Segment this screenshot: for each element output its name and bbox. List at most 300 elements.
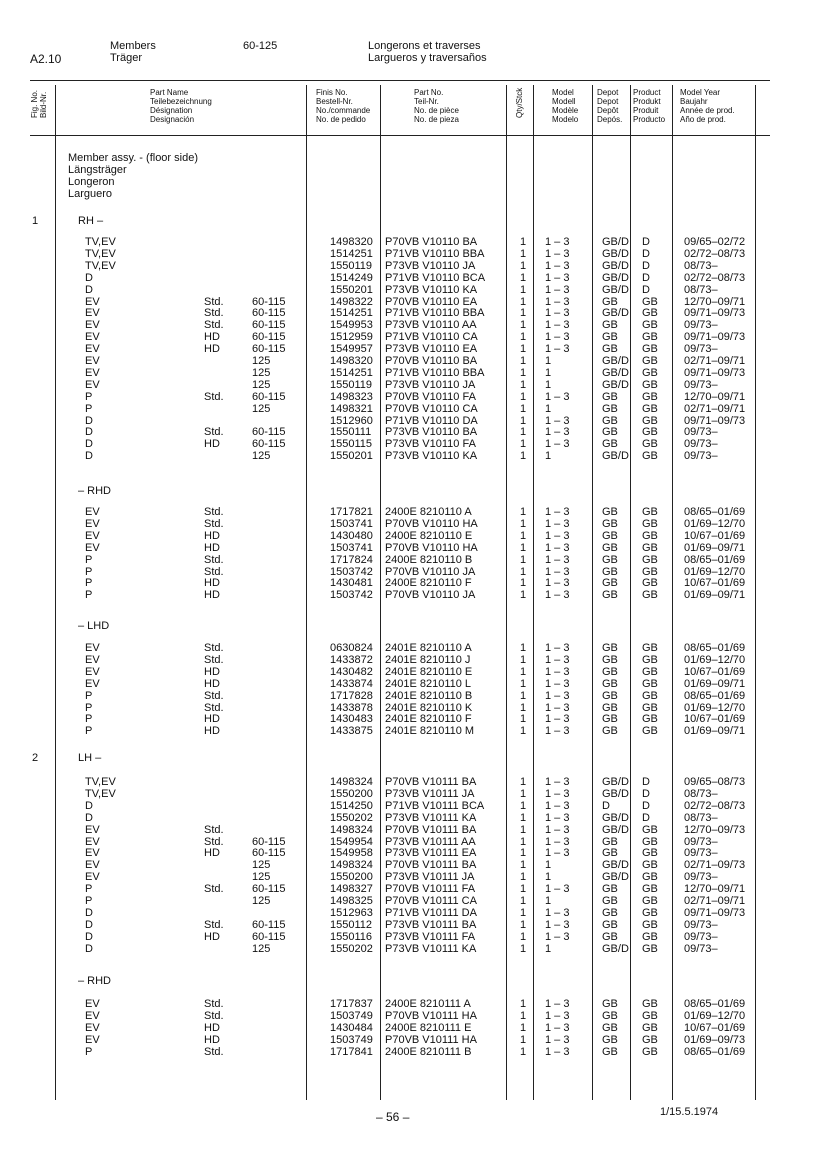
row-part-no: P70VB V10110 HA xyxy=(385,541,478,554)
row-model-range: 1 – 3 xyxy=(545,541,570,554)
row-model: P xyxy=(85,390,93,403)
table-row xyxy=(0,260,822,272)
row-model-year: 09/73– xyxy=(684,918,718,931)
row-model-range: 1 xyxy=(545,355,552,367)
row-product: GB xyxy=(642,677,658,690)
table-row xyxy=(0,690,822,702)
row-product: GB xyxy=(642,506,658,518)
col-model: Model Modell Modèle Modelo xyxy=(552,88,579,124)
assembly-title: Member assy. - (floor side) Längsträger Longeron Larguero xyxy=(68,152,198,200)
row-product: D xyxy=(642,247,650,260)
row-qty: 1 xyxy=(520,776,527,788)
row-part-no: 2400E 8210111 A xyxy=(385,998,471,1010)
table-row xyxy=(0,307,822,319)
row-finis-no: 1550115 xyxy=(330,438,373,451)
row-part-no: P73VB V10110 JA xyxy=(385,378,476,391)
row-depot: GB xyxy=(602,998,618,1010)
row-product: GB xyxy=(642,517,658,530)
row-finis-no: 1512960 xyxy=(330,414,373,427)
row-model: EV xyxy=(85,859,100,872)
row-finis-no: 1498323 xyxy=(330,390,373,403)
row-part-no: P70VB V10111 BA xyxy=(385,776,477,788)
row-part-no: P71VB V10110 BCA xyxy=(385,271,486,284)
row-model-year: 09/73– xyxy=(684,942,718,955)
row-model: P xyxy=(85,883,93,896)
row-finis-no: 0630824 xyxy=(330,642,373,654)
row-qty: 1 xyxy=(520,665,527,678)
row-version: HD xyxy=(204,665,220,678)
row-finis-no: 1503749 xyxy=(330,1009,373,1022)
row-depot: GB/D xyxy=(602,871,629,884)
row-model-year: 09/71–09/73 xyxy=(684,331,746,344)
row-product: GB xyxy=(642,414,658,427)
table-row xyxy=(0,713,822,725)
row-depot: GB xyxy=(602,895,618,907)
table-row xyxy=(0,379,822,391)
row-model: P xyxy=(85,689,93,702)
row-model-year: 09/73– xyxy=(684,847,718,860)
row-finis-no: 1549953 xyxy=(330,319,373,332)
row-qty: 1 xyxy=(520,998,527,1010)
row-product: GB xyxy=(642,653,658,666)
table-row xyxy=(0,518,822,530)
row-model-range: 1 – 3 xyxy=(545,787,570,800)
row-qty: 1 xyxy=(520,529,527,542)
row-model-year: 08/65–01/69 xyxy=(684,1045,746,1058)
row-depot: GB xyxy=(602,701,618,714)
row-model-year: 09/73– xyxy=(684,319,718,332)
row-depot: GB xyxy=(602,713,618,726)
row-product: GB xyxy=(642,319,658,332)
row-model-year: 12/70–09/71 xyxy=(684,883,746,896)
row-qty: 1 xyxy=(520,883,527,896)
row-finis-no: 1514251 xyxy=(330,366,373,379)
row-depot: GB xyxy=(602,506,618,518)
row-product: D xyxy=(642,259,650,272)
row-model-range: 1 – 3 xyxy=(545,236,570,248)
row-product: GB xyxy=(642,847,658,860)
row-depot: GB xyxy=(602,677,618,690)
row-size: 60-115 xyxy=(252,319,286,332)
row-version: Std. xyxy=(204,653,224,666)
table-row xyxy=(0,391,822,403)
row-model-range: 1 – 3 xyxy=(545,1021,570,1034)
row-model: D xyxy=(85,271,93,284)
row-finis-no: 1503742 xyxy=(330,565,373,578)
row-product: GB xyxy=(642,918,658,931)
row-model: P xyxy=(85,553,93,566)
row-finis-no: 1498324 xyxy=(330,776,373,788)
row-version: Std. xyxy=(204,319,224,332)
row-version: HD xyxy=(204,529,220,542)
row-model: EV xyxy=(85,355,100,367)
row-model-year: 02/71–09/73 xyxy=(684,859,746,872)
row-product: D xyxy=(642,236,650,248)
row-product: GB xyxy=(642,701,658,714)
row-model-range: 1 xyxy=(545,859,552,872)
row-model-year: 08/65–01/69 xyxy=(684,506,746,518)
row-part-no: P73VB V10110 AA xyxy=(385,319,477,332)
row-finis-no: 1550201 xyxy=(330,450,373,463)
table-row xyxy=(0,943,822,955)
title-de: Träger xyxy=(110,52,142,64)
row-qty: 1 xyxy=(520,799,527,812)
row-finis-no: 1498324 xyxy=(330,823,373,836)
row-model-year: 09/65–08/73 xyxy=(684,776,746,788)
row-qty: 1 xyxy=(520,811,527,824)
row-model: D xyxy=(85,283,93,296)
row-part-no: P73VB V10110 FA xyxy=(385,438,476,451)
row-qty: 1 xyxy=(520,283,527,296)
table-row xyxy=(0,272,822,284)
row-qty: 1 xyxy=(520,331,527,344)
row-part-no: P71VB V10111 DA xyxy=(385,906,477,919)
row-model-year: 09/73– xyxy=(684,835,718,848)
row-model-range: 1 – 3 xyxy=(545,259,570,272)
row-part-no: 2401E 8210110 B xyxy=(385,689,473,702)
row-qty: 1 xyxy=(520,402,527,415)
row-part-no: P73VB V10111 FA xyxy=(385,930,476,943)
row-model: EV xyxy=(85,343,100,356)
row-product: GB xyxy=(642,895,658,907)
row-model-year: 10/67–01/69 xyxy=(684,1021,746,1034)
row-depot: GB xyxy=(602,565,618,578)
row-model: D xyxy=(85,450,93,463)
row-model-year: 08/73– xyxy=(684,283,718,296)
row-qty: 1 xyxy=(520,343,527,356)
table-row xyxy=(0,824,822,836)
row-product: GB xyxy=(642,642,658,654)
row-qty: 1 xyxy=(520,930,527,943)
row-depot: GB xyxy=(602,689,618,702)
row-part-no: 2400E 8210111 B xyxy=(385,1045,472,1058)
row-size: 60-115 xyxy=(252,390,286,403)
row-model-range: 1 – 3 xyxy=(545,906,570,919)
row-product: GB xyxy=(642,1009,658,1022)
row-depot: GB/D xyxy=(602,450,629,463)
row-product: GB xyxy=(642,906,658,919)
col-depot: Depot Depot Depôt Depós. xyxy=(597,88,623,124)
row-finis-no: 1503742 xyxy=(330,589,373,602)
table-row xyxy=(0,367,822,379)
row-version: Std. xyxy=(204,390,224,403)
row-finis-no: 1498325 xyxy=(330,895,373,907)
row-product: GB xyxy=(642,930,658,943)
row-qty: 1 xyxy=(520,1045,527,1058)
row-model: EV xyxy=(85,307,100,320)
row-model: EV xyxy=(85,1033,100,1046)
row-depot: GB xyxy=(602,642,618,654)
row-product: D xyxy=(642,776,650,788)
row-finis-no: 1503749 xyxy=(330,1033,373,1046)
row-size: 125 xyxy=(252,366,271,379)
row-version: HD xyxy=(204,331,220,344)
row-version: Std. xyxy=(204,295,224,308)
row-qty: 1 xyxy=(520,577,527,590)
row-qty: 1 xyxy=(520,847,527,860)
col-year: Model Year Baujahr Année de prod. Año de prod. xyxy=(680,88,735,124)
row-finis-no: 1503741 xyxy=(330,517,373,530)
row-model: D xyxy=(85,799,93,812)
row-model-range: 1 – 3 xyxy=(545,247,570,260)
row-model-range: 1 – 3 xyxy=(545,653,570,666)
row-model: P xyxy=(85,577,93,590)
row-model-year: 10/67–01/69 xyxy=(684,665,746,678)
row-model-year: 01/69–12/70 xyxy=(684,653,746,666)
row-model-range: 1 – 3 xyxy=(545,529,570,542)
row-part-no: P71VB V10110 BBA xyxy=(385,247,485,260)
row-model-range: 1 – 3 xyxy=(545,847,570,860)
row-finis-no: 1498327 xyxy=(330,883,373,896)
row-finis-no: 1514250 xyxy=(330,799,373,812)
row-model: D xyxy=(85,942,93,955)
row-size: 125 xyxy=(252,871,271,884)
row-model-range: 1 xyxy=(545,942,552,955)
row-qty: 1 xyxy=(520,589,527,602)
row-size: 125 xyxy=(252,450,271,463)
row-finis-no: 1550119 xyxy=(330,378,373,391)
row-finis-no: 1430482 xyxy=(330,665,373,678)
row-product: GB xyxy=(642,713,658,726)
row-version: Std. xyxy=(204,918,224,931)
title-es: Largueros y traversaños xyxy=(368,52,487,64)
row-finis-no: 1430481 xyxy=(330,577,373,590)
row-finis-no: 1550200 xyxy=(330,871,373,884)
table-row xyxy=(0,812,822,824)
table-row xyxy=(0,426,822,438)
col-fig: Fig. No. Bild-Nr. xyxy=(30,89,48,118)
table-row xyxy=(0,577,822,589)
row-model: EV xyxy=(85,378,100,391)
row-model-range: 1 – 3 xyxy=(545,918,570,931)
row-model: EV xyxy=(85,653,100,666)
row-product: GB xyxy=(642,565,658,578)
row-model-year: 09/73– xyxy=(684,378,718,391)
row-qty: 1 xyxy=(520,517,527,530)
row-part-no: P73VB V10110 BA xyxy=(385,426,478,439)
row-model-range: 1 – 3 xyxy=(545,343,570,356)
row-version: Std. xyxy=(204,307,224,320)
row-version: HD xyxy=(204,1033,220,1046)
row-model: P xyxy=(85,402,93,415)
row-depot: GB/D xyxy=(602,283,629,296)
row-finis-no: 1717821 xyxy=(330,506,373,518)
row-size: 125 xyxy=(252,895,271,907)
header-bottom-rule xyxy=(30,135,770,136)
row-qty: 1 xyxy=(520,390,527,403)
row-model-range: 1 – 3 xyxy=(545,426,570,439)
row-finis-no: 1433872 xyxy=(330,653,373,666)
row-depot: GB/D xyxy=(602,776,629,788)
row-depot: GB/D xyxy=(602,366,629,379)
table-row xyxy=(0,296,822,308)
row-qty: 1 xyxy=(520,438,527,451)
row-model-range: 1 – 3 xyxy=(545,642,570,654)
row-qty: 1 xyxy=(520,426,527,439)
row-model-year: 08/65–01/69 xyxy=(684,642,746,654)
row-version: Std. xyxy=(204,998,224,1010)
table-row xyxy=(0,343,822,355)
row-size: 60-115 xyxy=(252,930,286,943)
row-qty: 1 xyxy=(520,689,527,702)
row-depot: GB xyxy=(602,319,618,332)
row-depot: GB/D xyxy=(602,307,629,320)
row-finis-no: 1514251 xyxy=(330,307,373,320)
row-model-range: 1 – 3 xyxy=(545,799,570,812)
section-rh-lhd: – LHD xyxy=(78,620,110,632)
row-part-no: P70VB V10111 BA xyxy=(385,823,477,836)
row-model-range: 1 – 3 xyxy=(545,506,570,518)
row-product: GB xyxy=(642,859,658,872)
table-row xyxy=(0,919,822,931)
row-part-no: P73VB V10111 JA xyxy=(385,871,475,884)
row-version: HD xyxy=(204,725,220,738)
row-depot: GB xyxy=(602,553,618,566)
table-row xyxy=(0,859,822,871)
row-depot: GB xyxy=(602,918,618,931)
row-finis-no: 1512963 xyxy=(330,906,373,919)
row-model: D xyxy=(85,414,93,427)
row-model-range: 1 xyxy=(545,895,552,907)
row-model: EV xyxy=(85,295,100,308)
row-model-year: 01/69–09/71 xyxy=(684,677,746,690)
row-model-year: 08/73– xyxy=(684,259,718,272)
section-lh-rhd: – RHD xyxy=(78,975,112,987)
title-en: Members xyxy=(110,40,156,52)
row-model: D xyxy=(85,811,93,824)
table-row xyxy=(0,871,822,883)
row-model-year: 09/73– xyxy=(684,871,718,884)
row-depot: GB xyxy=(602,426,618,439)
row-finis-no: 1433874 xyxy=(330,677,373,690)
row-model-year: 09/71–09/73 xyxy=(684,366,746,379)
row-model: D xyxy=(85,930,93,943)
row-version: HD xyxy=(204,930,220,943)
row-product: D xyxy=(642,799,650,812)
row-product: GB xyxy=(642,541,658,554)
row-model-range: 1 xyxy=(545,871,552,884)
row-version: Std. xyxy=(204,835,224,848)
row-part-no: P73VB V10110 EA xyxy=(385,343,478,356)
row-version: Std. xyxy=(204,701,224,714)
row-model: EV xyxy=(85,517,100,530)
table-row xyxy=(0,403,822,415)
row-depot: GB/D xyxy=(602,355,629,367)
row-product: GB xyxy=(642,529,658,542)
row-depot: GB xyxy=(602,653,618,666)
row-model: EV xyxy=(85,1009,100,1022)
row-model: P xyxy=(85,713,93,726)
row-model: EV xyxy=(85,823,100,836)
row-model-year: 01/69–12/70 xyxy=(684,1009,746,1022)
row-model-range: 1 – 3 xyxy=(545,295,570,308)
fig-number-2: 2 xyxy=(32,752,39,764)
row-product: GB xyxy=(642,331,658,344)
row-version: Std. xyxy=(204,823,224,836)
group-number: 60-125 xyxy=(243,40,278,52)
col-product: Product Produkt Produit Producto xyxy=(633,88,666,124)
row-model-year: 02/71–09/71 xyxy=(684,895,746,907)
table-row xyxy=(0,319,822,331)
row-model-range: 1 – 3 xyxy=(545,390,570,403)
row-model-year: 01/69–09/71 xyxy=(684,541,746,554)
row-product: GB xyxy=(642,589,658,602)
row-depot: GB xyxy=(602,517,618,530)
row-depot: GB/D xyxy=(602,378,629,391)
row-depot: GB xyxy=(602,847,618,860)
row-part-no: P71VB V10110 DA xyxy=(385,414,478,427)
row-qty: 1 xyxy=(520,895,527,907)
table-row xyxy=(0,284,822,296)
row-qty: 1 xyxy=(520,823,527,836)
row-product: GB xyxy=(642,577,658,590)
table-row xyxy=(0,883,822,895)
table-row xyxy=(0,1010,822,1022)
row-depot: GB/D xyxy=(602,247,629,260)
row-finis-no: 1503741 xyxy=(330,541,373,554)
row-version: Std. xyxy=(204,506,224,518)
row-depot: GB xyxy=(602,589,618,602)
row-finis-no: 1433878 xyxy=(330,701,373,714)
row-model-year: 12/70–09/73 xyxy=(684,823,746,836)
row-depot: GB xyxy=(602,529,618,542)
row-part-no: P70VB V10111 HA xyxy=(385,1033,477,1046)
row-size: 125 xyxy=(252,942,271,955)
row-product: D xyxy=(642,271,650,284)
row-model: TV,EV xyxy=(85,259,116,272)
row-product: GB xyxy=(642,343,658,356)
row-depot: GB xyxy=(602,414,618,427)
row-part-no: 2400E 8210110 B xyxy=(385,553,473,566)
row-model: D xyxy=(85,918,93,931)
row-product: GB xyxy=(642,871,658,884)
row-model-year: 01/69–12/70 xyxy=(684,517,746,530)
row-part-no: P70VB V10110 CA xyxy=(385,402,478,415)
row-finis-no: 1550201 xyxy=(330,283,373,296)
row-version: Std. xyxy=(204,426,224,439)
row-model-year: 08/65–01/69 xyxy=(684,998,746,1010)
page-number: – 56 – xyxy=(376,1110,410,1124)
row-product: GB xyxy=(642,823,658,836)
row-product: GB xyxy=(642,378,658,391)
row-model: P xyxy=(85,725,93,738)
row-depot: GB/D xyxy=(602,259,629,272)
row-part-no: P71VB V10110 BBA xyxy=(385,366,485,379)
row-model-year: 02/71–09/71 xyxy=(684,355,746,367)
row-qty: 1 xyxy=(520,366,527,379)
row-model-range: 1 – 3 xyxy=(545,271,570,284)
row-model-year: 09/73– xyxy=(684,450,718,463)
row-model-year: 01/69–12/70 xyxy=(684,701,746,714)
row-product: GB xyxy=(642,883,658,896)
row-qty: 1 xyxy=(520,565,527,578)
table-row xyxy=(0,1034,822,1046)
row-finis-no: 1717841 xyxy=(330,1045,373,1058)
row-depot: GB xyxy=(602,402,618,415)
row-product: GB xyxy=(642,355,658,367)
row-version: HD xyxy=(204,589,220,602)
table-row xyxy=(0,931,822,943)
row-model: P xyxy=(85,895,93,907)
row-part-no: 2400E 8210110 F xyxy=(385,577,472,590)
row-qty: 1 xyxy=(520,319,527,332)
row-version: HD xyxy=(204,847,220,860)
row-model-range: 1 – 3 xyxy=(545,823,570,836)
row-model-range: 1 – 3 xyxy=(545,589,570,602)
table-row xyxy=(0,666,822,678)
row-qty: 1 xyxy=(520,378,527,391)
table-row xyxy=(0,1022,822,1034)
